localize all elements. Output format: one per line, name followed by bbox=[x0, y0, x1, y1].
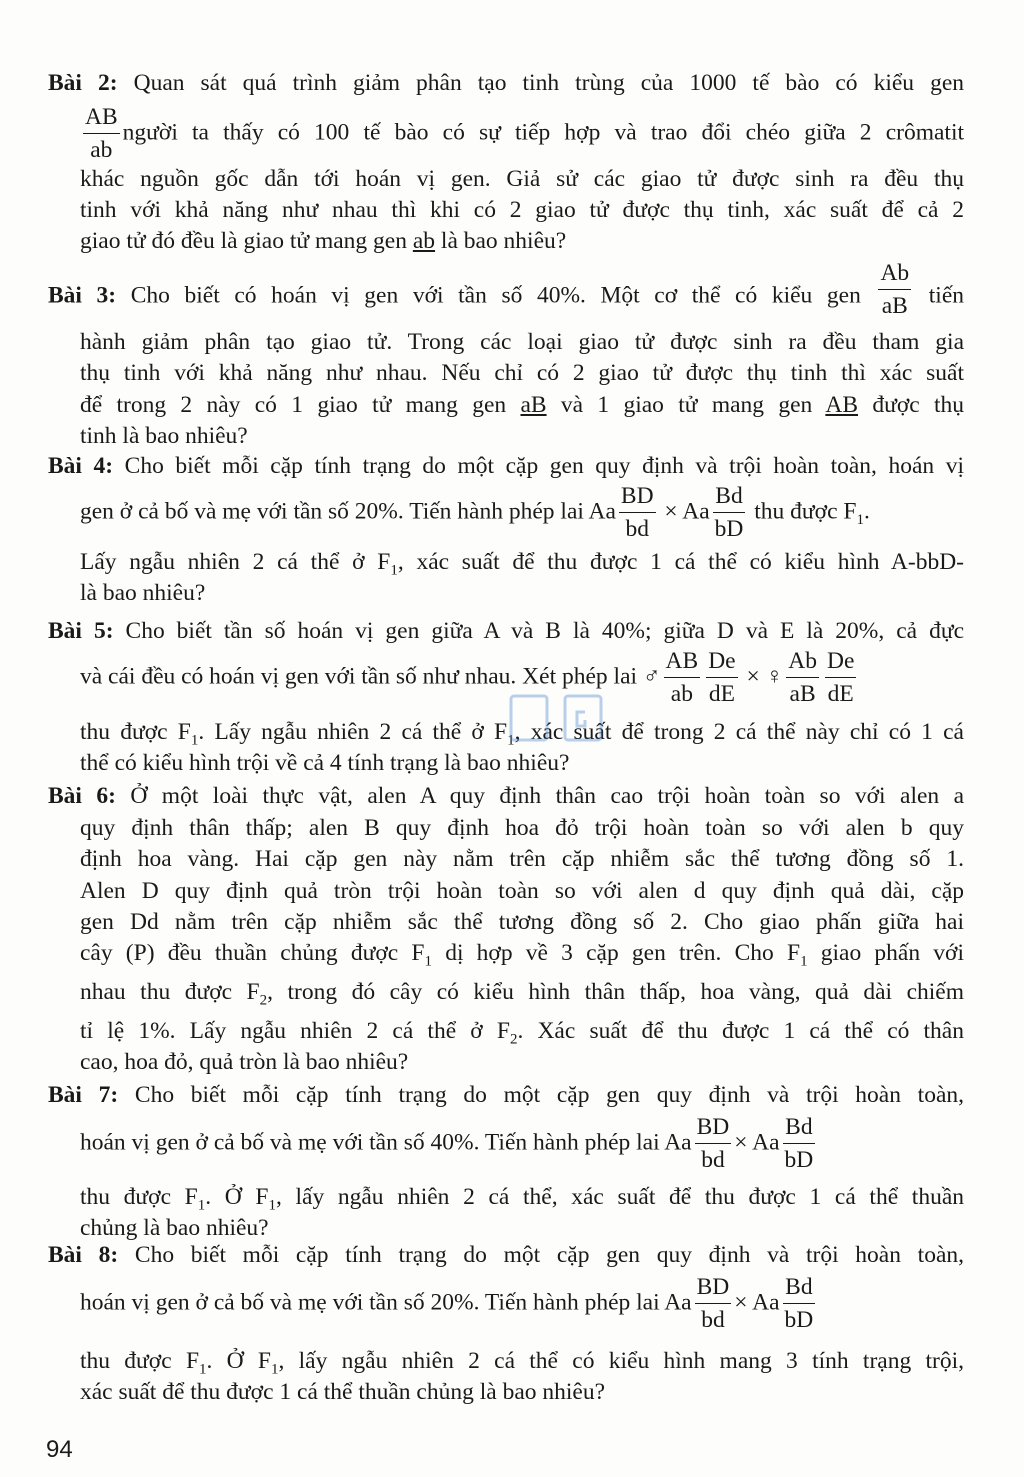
genotype-fraction: $\frac{De}{dE}$ bbox=[826, 648, 855, 707]
problem-line: tinh là bao nhiêu? bbox=[80, 423, 248, 449]
problem-line: khác nguồn gốc dẫn tới hoán vị gen. Giả sử các giao tử được sinh ra đều thụ bbox=[80, 166, 964, 192]
problem-line: thụ tinh với khả năng như nhau. Nếu chỉ có 2 giao tử được thụ tinh thì xác suất bbox=[80, 360, 964, 386]
problem-line: Bài 3: Cho biết có hoán vị gen với tần số 40%. Một cơ thể có kiểu gen $\frac{Ab}{aB}$ tiến bbox=[48, 260, 965, 319]
problem-label: Bài 7: bbox=[48, 1082, 119, 1108]
problem-line: $\frac{AB}{ab}$ người ta thấy có 100 tế bào có sự tiếp hợp và trao đổi chéo giữa 2 crômatit bbox=[85, 104, 964, 163]
genotype-fraction: $\frac{AB}{ab}$ bbox=[665, 648, 699, 707]
problem-line: hành giảm phân tạo giao tử. Trong các loại giao tử được sinh ra đều tham gia bbox=[80, 329, 964, 355]
problem-line: Bài 7: Cho biết mỗi cặp tính trạng do một cặp gen quy định và trội hoàn toàn, bbox=[48, 1082, 965, 1108]
problem-label: Bài 6: bbox=[48, 783, 116, 809]
problem-line: để trong 2 này có 1 giao tử mang gen aB và 1 giao tử mang gen AB được thụ bbox=[80, 392, 965, 418]
problem-line: thu được $F_1$. Ở $F_1$, lấy ngẫu nhiên 2 cá thể, xác suất để thu được 1 cá thể thuần bbox=[80, 1184, 964, 1214]
problem-line: thu được $F_1$. Lấy ngẫu nhiên 2 cá thể ở $F_1$, xác suất để trong 2 cá thể này chỉ có 1 cá bbox=[80, 719, 964, 749]
genotype-fraction: $\frac{Ab}{aB}$ bbox=[880, 260, 910, 319]
problem-line: thể có kiểu hình trội về cả 4 tính trạng là bao nhiêu? bbox=[80, 750, 570, 776]
problem-label: Bài 8: bbox=[48, 1242, 119, 1268]
problem-line: gen Dd nằm trên cặp nhiễm sắc thể tương đồng số 2. Cho giao phấn giữa hai bbox=[80, 909, 964, 935]
problem-line: Bài 6: Ở một loài thực vật, alen A quy định thân cao trội hoàn toàn so với alen a bbox=[48, 783, 965, 809]
problem-label: Bài 5: bbox=[48, 618, 114, 644]
problem-label: Bài 2: bbox=[48, 70, 118, 96]
problem-line: hoán vị gen ở cả bố và mẹ với tần số 20%. Tiến hành phép lai Aa $\frac{BD}{bd}$ × Aa $\frac{Bd}{bD}$ bbox=[80, 1274, 814, 1333]
genotype-fraction: $\frac{AB}{ab}$ bbox=[85, 104, 118, 163]
problem-line: nhau thu được $F_2$, trong đó cây có kiểu hình thân thấp, hoa vàng, quả dài chiếm bbox=[80, 979, 965, 1009]
genotype-fraction: $\frac{BD}{bd}$ bbox=[620, 483, 654, 542]
genotype-fraction: $\frac{BD}{bd}$ bbox=[696, 1114, 730, 1173]
problem-line: Alen D quy định quả tròn trội hoàn toàn so với alen d quy định quả dài, cặp bbox=[80, 878, 964, 904]
problem-line: quy định thân thấp; alen B quy định hoa đỏ trội hoàn toàn so với alen b quy bbox=[80, 815, 964, 841]
problem-line: hoán vị gen ở cả bố và mẹ với tần số 40%. Tiến hành phép lai Aa $\frac{BD}{bd}$ × Aa $\frac{Bd}{bD}$ bbox=[80, 1114, 814, 1173]
problem-line: Bài 5: Cho biết tần số hoán vị gen giữa A và B là 40%; giữa D và E là 20%, cả đực bbox=[48, 618, 965, 644]
problem-label: Bài 4: bbox=[48, 453, 114, 479]
genotype-fraction: $\frac{De}{dE}$ bbox=[708, 648, 736, 707]
problem-line: chủng là bao nhiêu? bbox=[80, 1215, 269, 1241]
problem-line: tỉ lệ 1%. Lấy ngẫu nhiên 2 cá thể ở $F_2$. Xác suất để thu được 1 cá thể có thân bbox=[80, 1018, 964, 1048]
genotype-fraction: $\frac{Bd}{bD}$ bbox=[784, 1274, 814, 1333]
problem-label: Bài 3: bbox=[48, 282, 117, 309]
genotype-fraction: $\frac{BD}{bd}$ bbox=[696, 1274, 730, 1333]
problem-line: tinh với khả năng như nhau thì khi có 2 giao tử được thụ tinh, xác suất để cả 2 bbox=[80, 197, 964, 223]
genotype-fraction: $\frac{Bd}{bD}$ bbox=[714, 483, 744, 542]
problem-line: là bao nhiêu? bbox=[80, 580, 206, 606]
problem-line: giao tử đó đều là giao tử mang gen ab là bao nhiêu? bbox=[80, 228, 567, 254]
problem-line: Bài 2: Quan sát quá trình giảm phân tạo tinh trùng của 1000 tế bào có kiểu gen bbox=[48, 70, 964, 96]
problem-line: Bài 8: Cho biết mỗi cặp tính trạng do một cặp gen quy định và trội hoàn toàn, bbox=[48, 1242, 965, 1268]
problem-line: và cái đều có hoán vị gen với tần số như nhau. Xét phép lai ♂ $\frac{AB}{ab}$ $\frac{De}{dE}$ × ♀ $\frac{Ab}{aB}$ $\frac{De}{dE}$ bbox=[80, 648, 855, 707]
problem-line: Bài 4: Cho biết mỗi cặp tính trạng do một cặp gen quy định và trội hoàn toàn, hoán vị bbox=[48, 453, 965, 479]
problem-line: cây (P) đều thuần chủng được $F_1$ dị hợp về 3 cặp gen trên. Cho $F_1$ giao phấn với bbox=[80, 940, 964, 970]
problem-line: định hoa vàng. Hai cặp gen này nằm trên cặp nhiễm sắc thể tương đồng số 1. bbox=[80, 846, 964, 872]
genotype-fraction: $\frac{Bd}{bD}$ bbox=[784, 1114, 814, 1173]
watermark-logo bbox=[505, 690, 611, 776]
problem-line: thu được $F_1$. Ở $F_1$, lấy ngẫu nhiên 2 cá thể có kiểu hình mang 3 tính trạng trội, bbox=[80, 1348, 964, 1378]
problem-line: cao, hoa đỏ, quả tròn là bao nhiêu? bbox=[80, 1049, 409, 1075]
page-number: 94 bbox=[46, 1436, 73, 1463]
genotype-fraction: $\frac{Ab}{aB}$ bbox=[788, 648, 817, 707]
problem-line: gen ở cả bố và mẹ với tần số 20%. Tiến hành phép lai Aa $\frac{BD}{bd}$ × Aa $\frac{Bd}{bD}$ thu được $F_1$. bbox=[80, 483, 870, 542]
problem-line: Lấy ngẫu nhiên 2 cá thể ở $F_1$, xác suất để thu được 1 cá thể có kiểu hình A-bbD- bbox=[80, 549, 964, 579]
problem-line: xác suất để thu được 1 cá thể thuần chủng là bao nhiêu? bbox=[80, 1379, 606, 1405]
